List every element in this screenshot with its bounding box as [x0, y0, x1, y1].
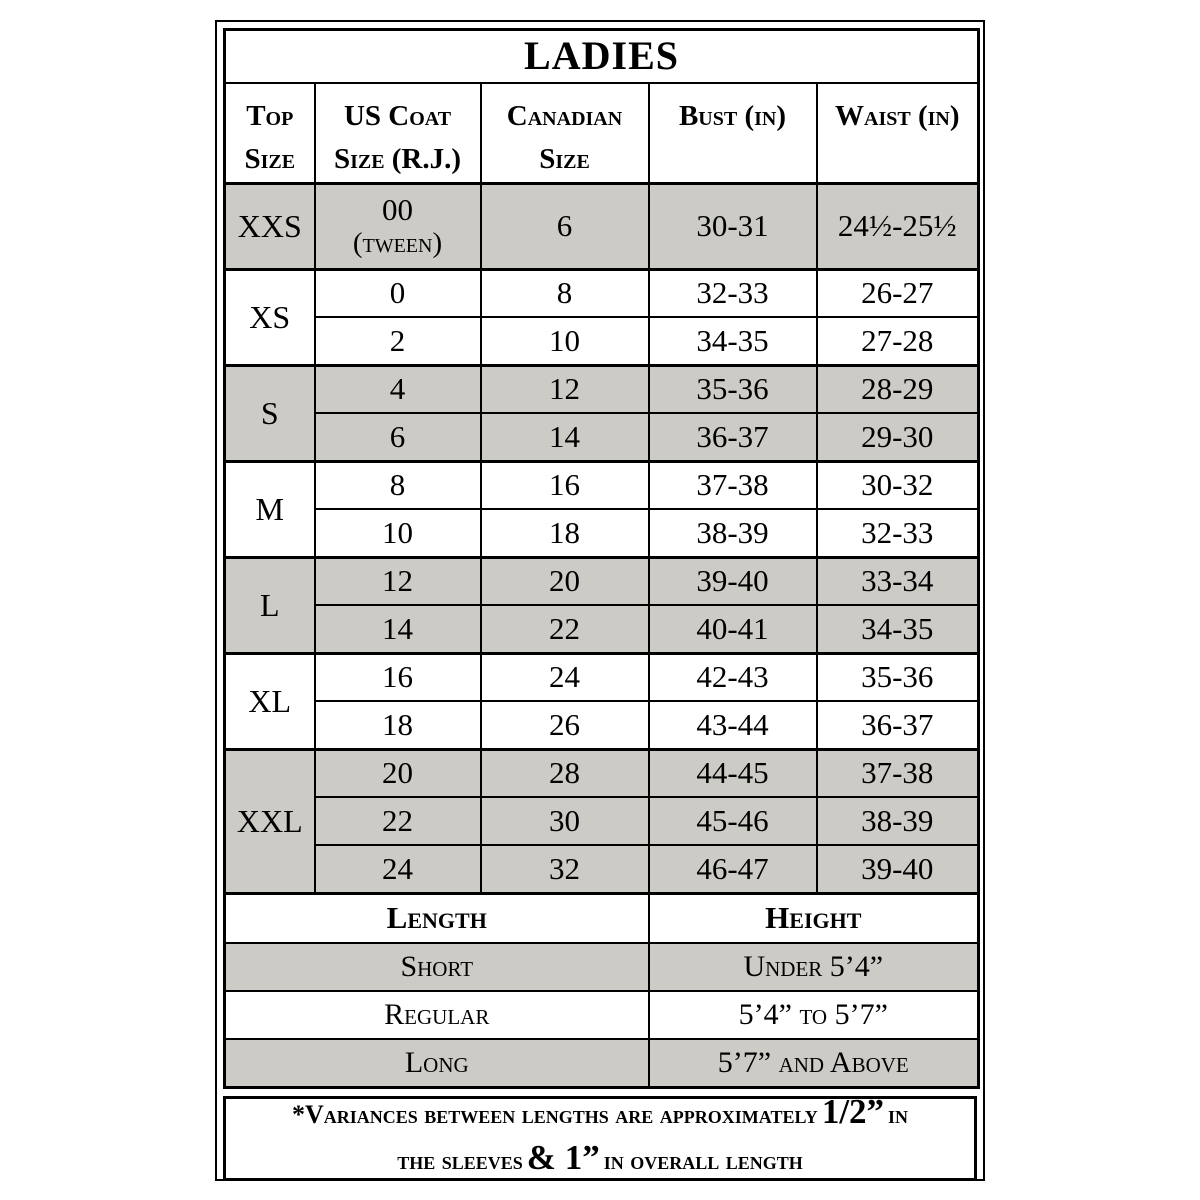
- us-coat-size-cell: 22: [315, 797, 481, 845]
- footnote-text: in: [888, 1100, 909, 1129]
- us-coat-size-note: (tween): [352, 227, 443, 260]
- canadian-size-cell: 22: [481, 605, 649, 653]
- waist-cell: 35-36: [817, 653, 979, 701]
- row-l-2: [225, 605, 979, 653]
- us-coat-size-cell: 10: [315, 509, 481, 557]
- footnote-text: *Variances between lengths are approximately: [291, 1100, 818, 1129]
- length-height-header-row: [225, 893, 979, 943]
- bust-cell: 45-46: [649, 797, 817, 845]
- waist-cell: 38-39: [817, 797, 979, 845]
- bust-cell: 30-31: [649, 183, 817, 269]
- height-cell: 5’4” to 5’7”: [649, 991, 979, 1039]
- bust-cell: 34-35: [649, 317, 817, 365]
- row-s-2: [225, 413, 979, 461]
- length-header: Length: [225, 893, 649, 943]
- size-cell-m: M: [225, 461, 315, 557]
- us-coat-size-cell: 8: [315, 461, 481, 509]
- us-coat-size-cell: 4: [315, 365, 481, 413]
- us-coat-size-cell: 6: [315, 413, 481, 461]
- column-header-us-coat-size: US Coat Size (R.J.): [315, 83, 481, 184]
- bust-cell: 36-37: [649, 413, 817, 461]
- waist-cell: 39-40: [817, 845, 979, 893]
- ladies-size-table: [223, 28, 980, 1089]
- footnote-text: in overall length: [603, 1146, 803, 1175]
- row-xxl-1: [225, 749, 979, 797]
- row-short: [225, 943, 979, 991]
- canadian-size-cell: 30: [481, 797, 649, 845]
- size-cell-l: L: [225, 557, 315, 653]
- waist-cell: 32-33: [817, 509, 979, 557]
- footnote-line-1: [292, 1092, 908, 1138]
- table-title: LADIES: [225, 30, 979, 83]
- size-cell-xxs: XXS: [225, 183, 315, 269]
- row-s-1: [225, 365, 979, 413]
- bust-cell: 37-38: [649, 461, 817, 509]
- waist-cell: 28-29: [817, 365, 979, 413]
- row-l-1: [225, 557, 979, 605]
- row-xs-2: [225, 317, 979, 365]
- waist-cell: 24½-25½: [817, 183, 979, 269]
- row-m-2: [225, 509, 979, 557]
- canadian-size-cell: 12: [481, 365, 649, 413]
- canadian-size-cell: 26: [481, 701, 649, 749]
- footnote-text: the sleeves: [397, 1146, 523, 1175]
- bust-cell: 40-41: [649, 605, 817, 653]
- bust-cell: 32-33: [649, 269, 817, 317]
- footnote-measure: 1/2”: [821, 1092, 885, 1131]
- outer-frame: [215, 20, 985, 1181]
- variance-footnote: [223, 1092, 977, 1181]
- bust-cell: 38-39: [649, 509, 817, 557]
- column-header-bust: Bust (in): [649, 83, 817, 184]
- bust-cell: 43-44: [649, 701, 817, 749]
- canadian-size-cell: 8: [481, 269, 649, 317]
- canadian-size-cell: 20: [481, 557, 649, 605]
- canadian-size-cell: 24: [481, 653, 649, 701]
- column-header-row: [225, 83, 979, 184]
- canadian-size-cell: 14: [481, 413, 649, 461]
- waist-cell: 34-35: [817, 605, 979, 653]
- waist-cell: 36-37: [817, 701, 979, 749]
- bust-cell: 35-36: [649, 365, 817, 413]
- bust-cell: 44-45: [649, 749, 817, 797]
- row-xxs: [225, 183, 979, 269]
- column-header-canadian-size: Canadian Size: [481, 83, 649, 184]
- height-header: Height: [649, 893, 979, 943]
- waist-cell: 26-27: [817, 269, 979, 317]
- size-cell-s: S: [225, 365, 315, 461]
- length-cell: Short: [225, 943, 649, 991]
- waist-cell: 29-30: [817, 413, 979, 461]
- canadian-size-cell: 6: [481, 183, 649, 269]
- bust-cell: 46-47: [649, 845, 817, 893]
- us-coat-size-value: 00: [382, 191, 413, 227]
- us-coat-size-cell: 14: [315, 605, 481, 653]
- footnote-line-2: [397, 1138, 803, 1184]
- canadian-size-cell: 16: [481, 461, 649, 509]
- length-cell: Long: [225, 1039, 649, 1087]
- us-coat-size-cell: 12: [315, 557, 481, 605]
- row-xxl-2: [225, 797, 979, 845]
- row-xxl-3: [225, 845, 979, 893]
- row-xl-1: [225, 653, 979, 701]
- us-coat-size-cell: 0: [315, 269, 481, 317]
- row-regular: [225, 991, 979, 1039]
- canadian-size-cell: 10: [481, 317, 649, 365]
- title-row: [225, 30, 979, 83]
- canadian-size-cell: 18: [481, 509, 649, 557]
- height-cell: 5’7” and Above: [649, 1039, 979, 1087]
- waist-cell: 33-34: [817, 557, 979, 605]
- us-coat-size-cell: 2: [315, 317, 481, 365]
- us-coat-size-cell: 18: [315, 701, 481, 749]
- row-xl-2: [225, 701, 979, 749]
- bust-cell: 42-43: [649, 653, 817, 701]
- footnote-measure: & 1”: [526, 1138, 600, 1177]
- us-coat-size-cell: [315, 183, 481, 269]
- size-cell-xl: XL: [225, 653, 315, 749]
- us-coat-size-cell: 16: [315, 653, 481, 701]
- row-xs-1: [225, 269, 979, 317]
- canadian-size-cell: 28: [481, 749, 649, 797]
- canadian-size-cell: 32: [481, 845, 649, 893]
- us-coat-size-cell: 20: [315, 749, 481, 797]
- waist-cell: 37-38: [817, 749, 979, 797]
- size-cell-xxl: XXL: [225, 749, 315, 893]
- column-header-waist: Waist (in): [817, 83, 979, 184]
- row-m-1: [225, 461, 979, 509]
- column-header-top-size: Top Size: [225, 83, 315, 184]
- height-cell: Under 5’4”: [649, 943, 979, 991]
- length-cell: Regular: [225, 991, 649, 1039]
- bust-cell: 39-40: [649, 557, 817, 605]
- waist-cell: 27-28: [817, 317, 979, 365]
- size-cell-xs: XS: [225, 269, 315, 365]
- waist-cell: 30-32: [817, 461, 979, 509]
- us-coat-size-cell: 24: [315, 845, 481, 893]
- row-long: [225, 1039, 979, 1087]
